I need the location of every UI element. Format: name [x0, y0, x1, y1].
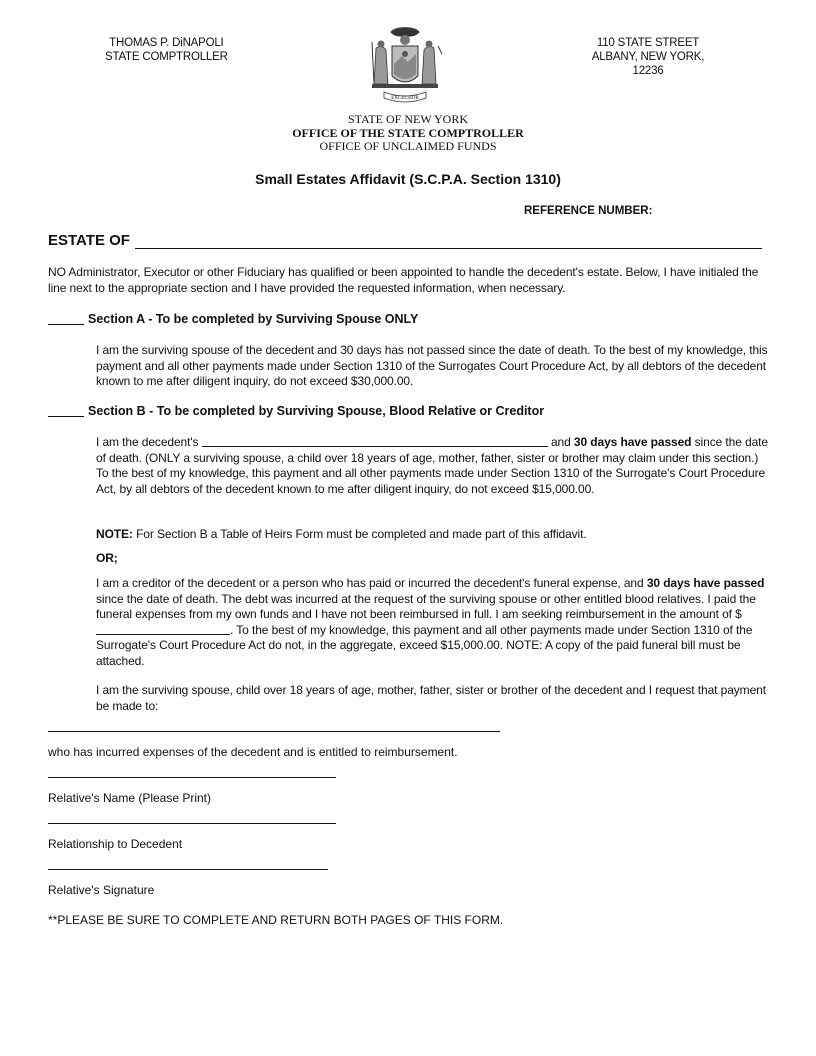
note-label: NOTE: — [96, 527, 133, 541]
or-label: OR; — [96, 551, 118, 565]
payee-caption: who has incurred expenses of the decedent and is entitled to reimbursement. — [48, 745, 458, 759]
creditor-text-end: . To the best of my knowledge, this payment and all other payments made under Section 1310 of the Surrogate's Court Procedure Act do not, in the aggregate, exceed $15,000.00. NOTE: A copy of the paid funeral bill must be attached. — [96, 622, 753, 668]
relationship-prefix: I am the decedent's — [96, 435, 199, 449]
creditor-text-start: I am a creditor of the decedent or a person who has paid or incurred the decedent's funeral expense, and — [96, 576, 644, 590]
section-b-heading-row — [48, 404, 544, 418]
section-b-note — [96, 527, 768, 543]
section-a-heading: Section A - To be completed by Surviving Spouse ONLY — [88, 312, 419, 326]
address-street: 110 STATE STREET — [596, 37, 700, 49]
relationship-to-decedent-field[interactable] — [48, 823, 336, 824]
relative-signature-label: Relative's Signature — [48, 883, 155, 897]
section-b-initial-field[interactable] — [48, 404, 84, 417]
reimbursement-amount-field[interactable] — [96, 623, 230, 635]
section-a-text: I am the surviving spouse of the decedent and 30 days has not passed since the date of death. To the best of my knowledge, this payment and all other payments made under Section 1310 of the Surrogates Court Procedure Act, by all debtors of the decedent known to me after diligent inquiry, do not exceed $30,000.00. — [96, 343, 768, 389]
svg-text:EXCELSIOR: EXCELSIOR — [391, 96, 419, 101]
comptroller-name-block — [105, 36, 228, 64]
relative-signature-field[interactable] — [48, 869, 328, 870]
note-text: For Section B a Table of Heirs Form must be completed and made part of this affidavit. — [136, 527, 587, 541]
form-title: Small Estates Affidavit (S.C.P.A. Section 1310) — [255, 171, 561, 187]
address-city: ALBANY, NEW YORK, 12236 — [591, 51, 705, 77]
section-b-heading: Section B - To be completed by Surviving Spouse, Blood Relative or Creditor — [88, 404, 545, 418]
comptroller-name: THOMAS P. DiNAPOLI — [109, 37, 224, 49]
creditor-text-middle: since the date of death. The debt was incurred at the request of the surviving spouse or other entitled blood relatives. I paid the funeral expenses from my own funds and I have not been reimbursed in full. I am seeking reimbursement in the amount of $ — [96, 591, 756, 622]
section-a-initial-field[interactable] — [48, 312, 84, 325]
estate-name-field[interactable] — [135, 248, 762, 249]
section-b-paragraph-2 — [96, 576, 768, 670]
return-both-pages-reminder: **PLEASE BE SURE TO COMPLETE AND RETURN BOTH PAGES OF THIS FORM. — [48, 913, 504, 927]
relative-name-field[interactable] — [48, 777, 336, 778]
relative-name-label: Relative's Name (Please Print) — [48, 791, 212, 805]
relationship-field[interactable] — [202, 435, 548, 447]
days-passed-emphasis: 30 days have passed — [573, 435, 692, 449]
reference-number-label: REFERENCE NUMBER: — [524, 205, 653, 217]
payee-name-field[interactable] — [48, 731, 500, 732]
office-comptroller: OFFICE OF THE STATE COMPTROLLER — [292, 125, 524, 140]
office-unclaimed-funds: OFFICE OF UNCLAIMED FUNDS — [319, 139, 497, 153]
section-b-paragraph-3: I am the surviving spouse, child over 18 years of age, mother, father, sister or brother of the decedent and I request that payment be made to: — [96, 683, 766, 713]
section-a-heading-row — [48, 312, 418, 326]
comptroller-address-block — [582, 36, 714, 78]
creditor-days-emphasis: 30 days have passed — [646, 576, 765, 590]
office-state: STATE OF NEW YORK — [347, 112, 469, 126]
comptroller-title: STATE COMPTROLLER — [105, 51, 228, 63]
section-b-paragraph-1 — [96, 435, 768, 497]
office-heading — [0, 113, 816, 154]
section-b-paragraph-1-rest: since the date of death. (ONLY a surviving spouse, a child over 18 years of age, mother, father, sister or brother may claim under this section.) To the best of my knowledge, this payment and all other payments made under Section 1310 of the Surrogate's Court Procedure Act, by all debtors of the decedent known to me after diligent inquiry, do not exceed $15,000.00. — [96, 435, 768, 496]
relationship-to-decedent-label: Relationship to Decedent — [48, 837, 183, 851]
state-seal-logo — [362, 24, 448, 106]
relationship-and: and — [550, 435, 571, 449]
estate-of-label: ESTATE OF — [48, 232, 130, 249]
intro-paragraph: NO Administrator, Executor or other Fiduciary has qualified or been appointed to handle the decedent's estate. Below, I have initialed the line next to the appropriate section and I have provided the requested information, when necessary. — [48, 265, 759, 295]
